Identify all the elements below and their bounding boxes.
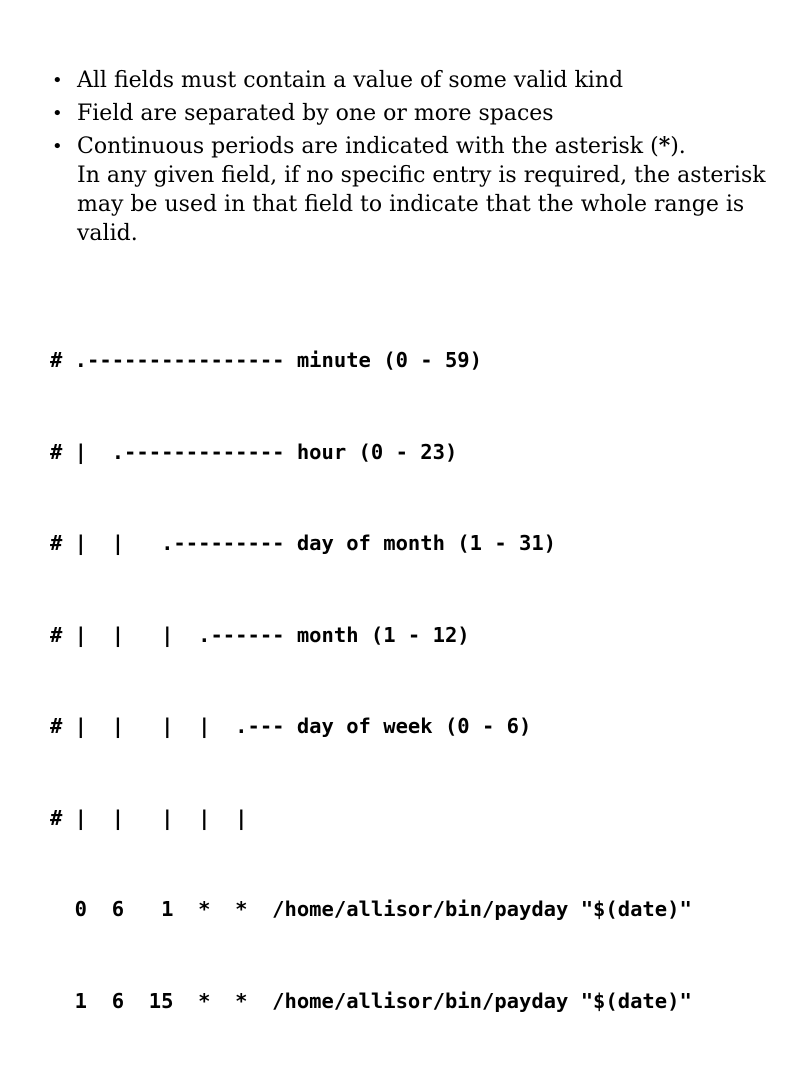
asterisk-symbol: * [658,133,671,159]
bullet-item [50,99,770,128]
crontab-comment-pipes: # | | | | | [50,805,248,830]
bullet-text-before: Continuous periods are indicated with the asterisk ( [77,134,659,159]
crontab-code-block [50,284,692,1077]
bullet-item [50,66,770,95]
bullet-text [77,134,766,246]
bullet-dot-icon: • [52,70,63,91]
crontab-comment-minute: # .---------------- minute (0 - 59) [50,348,482,372]
bullet-list [50,66,770,252]
bullet-dot-icon: • [52,136,63,157]
bullet-text-after: ). In any given field, if no specific entry is required, the asterisk may be used in that field to indicate that the whole range is valid. [77,134,766,246]
bullet-dot-icon: • [52,103,63,124]
crontab-entry: 1 6 15 * * /home/allisor/bin/payday "$(date)" [50,988,692,1013]
bullet-text: All fields must contain a value of some valid kind [77,68,624,93]
crontab-comment-month: # | | | .------ month (1 - 12) [50,622,470,647]
crontab-comment-day-of-month: # | | .--------- day of month (1 - 31) [50,531,557,555]
bullet-item [50,132,770,248]
crontab-entry: 0 6 1 * * /home/allisor/bin/payday "$(date)" [50,897,692,921]
crontab-comment-hour: # | .------------- hour (0 - 23) [50,439,458,464]
bullet-text: Field are separated by one or more spaces [77,101,554,126]
crontab-comment-day-of-week: # | | | | .--- day of week (0 - 6) [50,714,532,738]
